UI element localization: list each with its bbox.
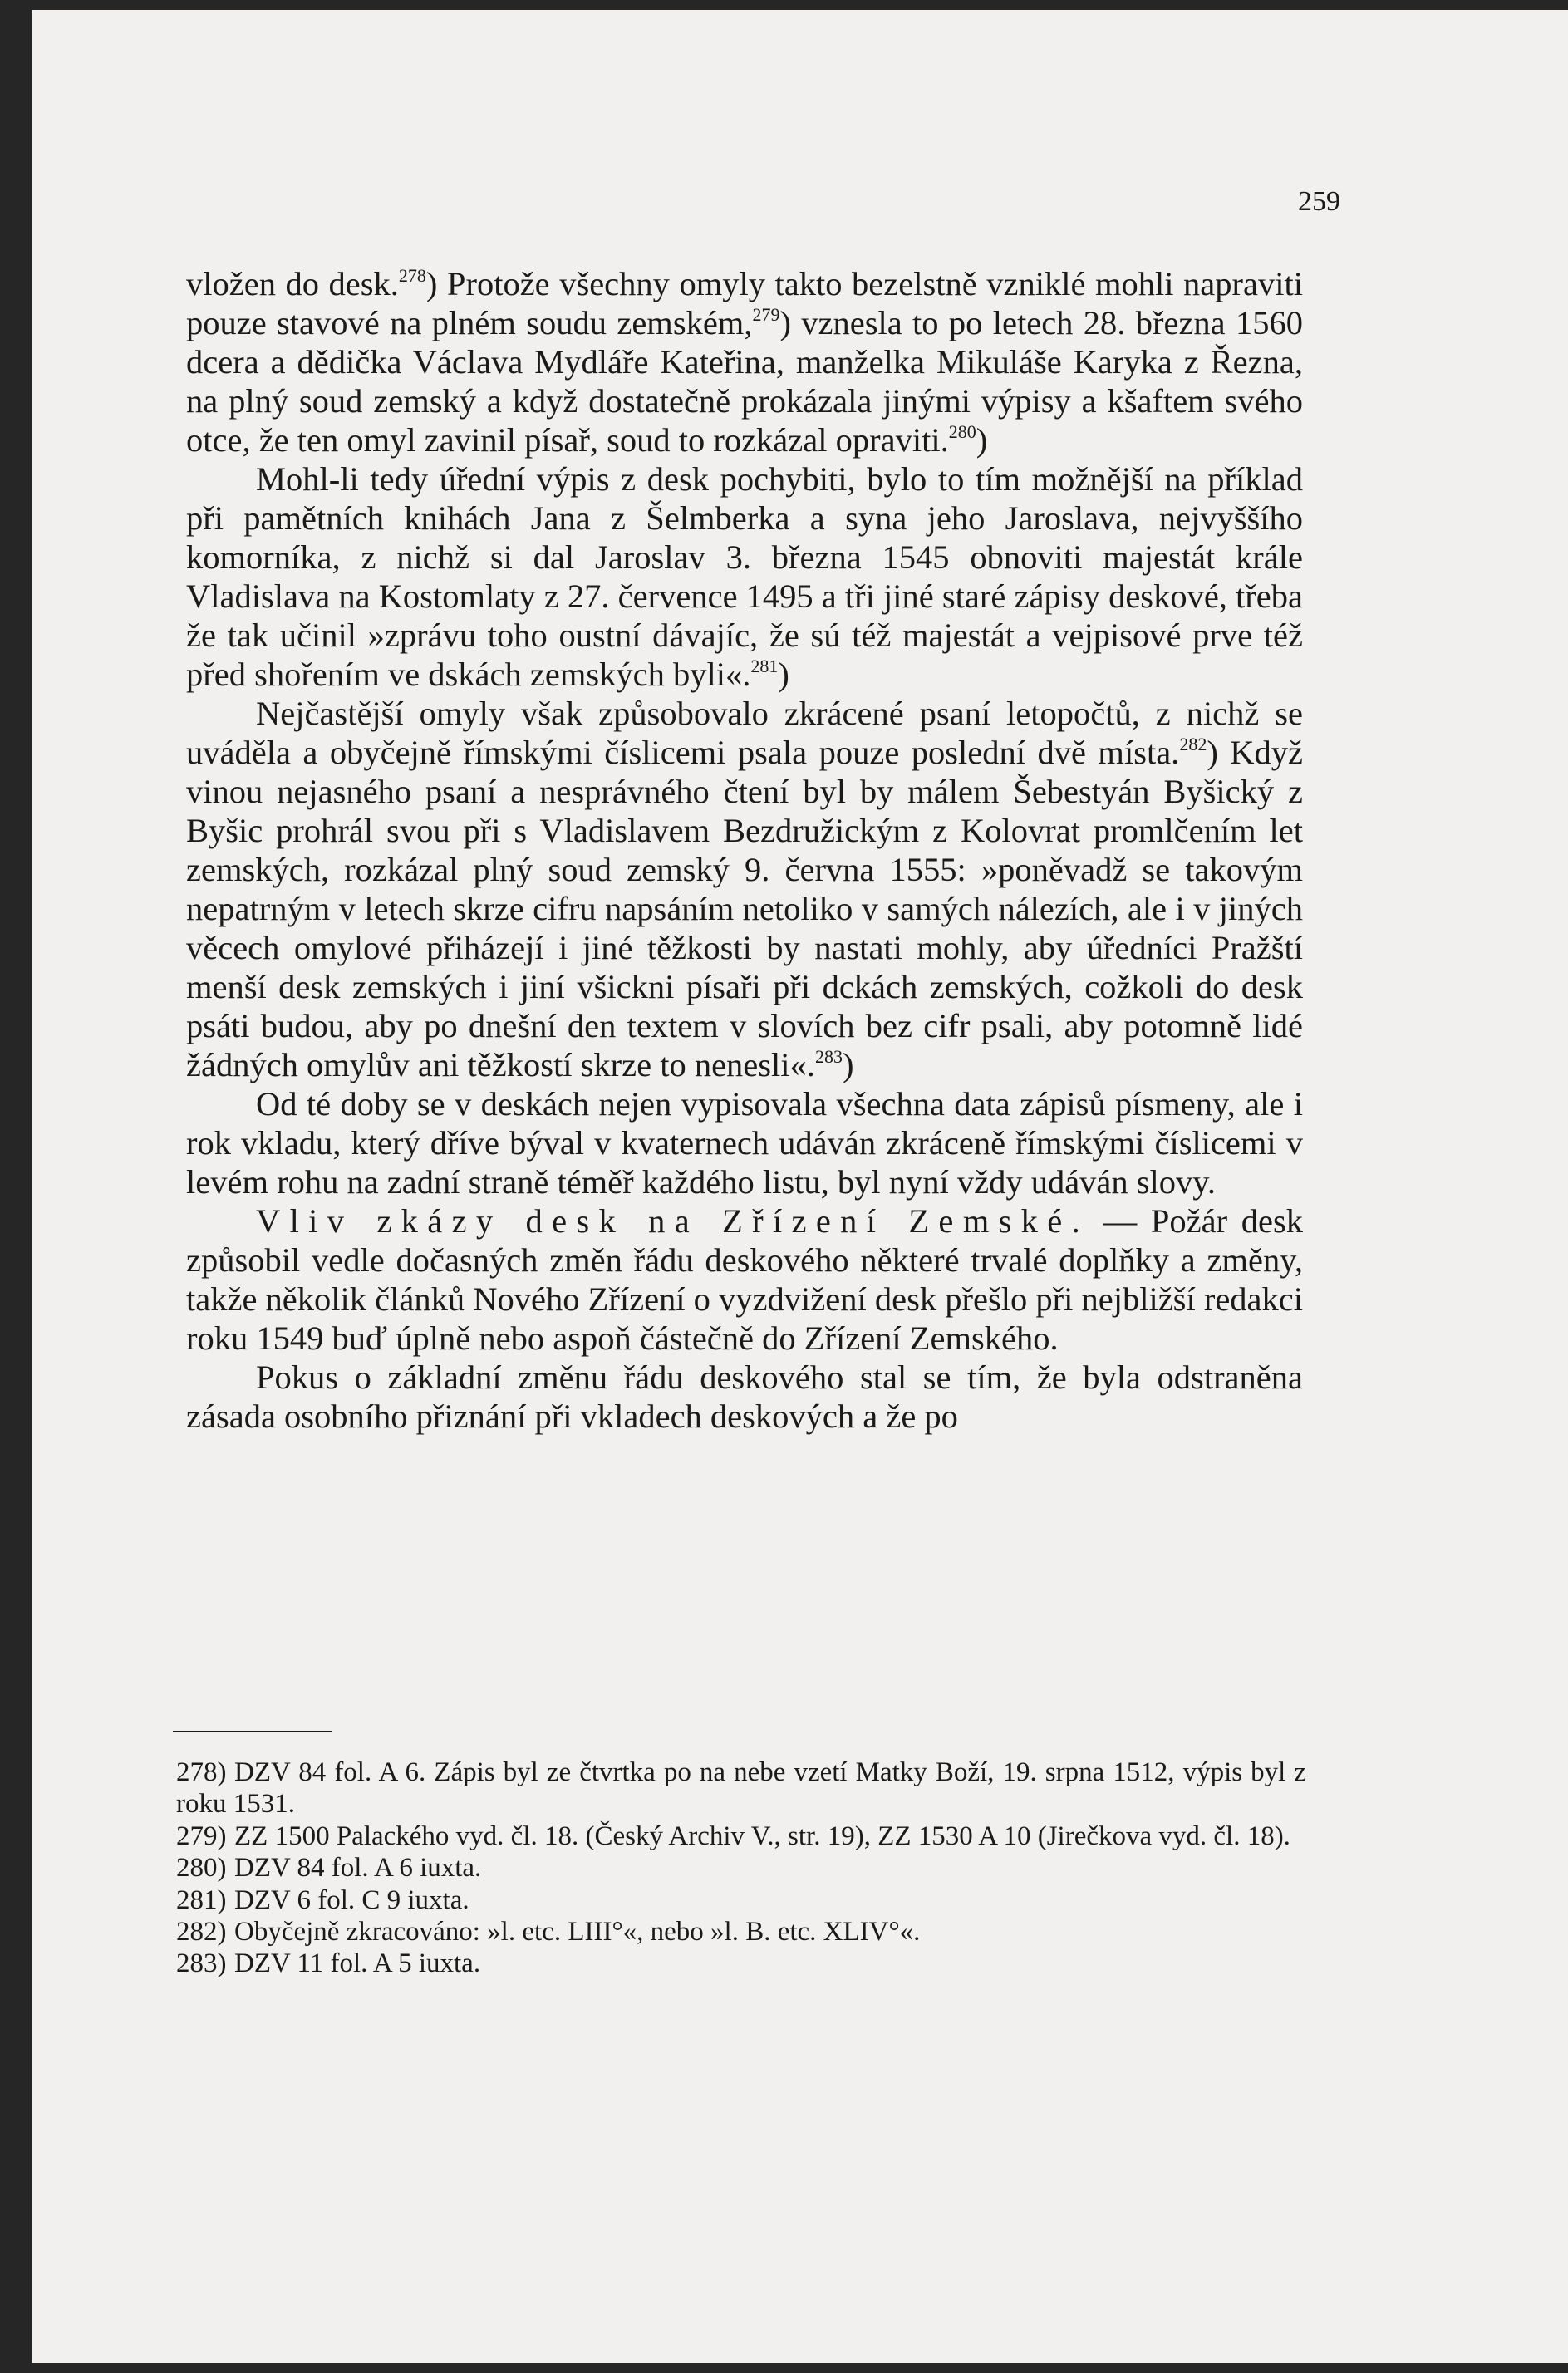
footnote: 283) DZV 11 fol. A 5 iuxta. (176, 1948, 481, 1979)
paragraph: Od té doby se v deskách nejen vypisovala všechna data zápisů písmeny, ale i rok vkladu, který dříve býval v kvaternech udáván zkráceně římskými číslicemi v levém rohu na zadní straně téměř každého listu, byl nyní vždy udáván slovy. (186, 1085, 1303, 1201)
footnote: 280) DZV 84 fol. A 6 iuxta. (176, 1853, 482, 1884)
footnote-number: 278) (176, 1757, 227, 1787)
footnote-ref[interactable]: 278 (398, 265, 426, 286)
footnote-number: 283) (176, 1948, 227, 1979)
paragraph: Vliv zkázy desk na Zřízení Zemské. — Požár desk způsobil vedle dočasných změn řádu deskového některé trvalé doplňky a změny, takže několik článků Nového Zřízení o vyzdvižení desk přešlo při nejbližší redakci roku 1549 buď úplně nebo aspoň částečně do Zřízení Zemského. (186, 1202, 1303, 1357)
footnote-number: 281) (176, 1884, 227, 1915)
footnote: 278) DZV 84 fol. A 6. Zápis byl ze čtvrtka po na nebe vzetí Matky Boží, 19. srpna 1512, výpis byl z roku 1531. (176, 1757, 1306, 1820)
footnote-number: 280) (176, 1853, 227, 1884)
book-page (32, 10, 1568, 2363)
paragraph: Nejčastější omyly však způsobovalo zkrácené psaní letopočtů, z nichž se uváděla a obyčejně římskými číslicemi psala pouze poslední dvě místa.$^{282}$) Když vinou nejasného psaní a nesprávného čtení byl by málem Šebestyán Byšický z Byšic prohrál svou při s Vladislavem Bezdružickým z Kolovrat promlčením let zemských, rozkázal plný soud zemský 9. června 1555: »poněvadž se takovým nepatrným v letech skrze cifru napsáním netoliko v samých nálezích, ale i v jiných věcech omylové přiházejí i jiné těžkosti by nastati mohly, aby úředníci Pražští menší desk zemských i jiní všickni písaři při dckách zemských, cožkoli do desk psáti budou, aby po dnešní den textem v slovích bez cifr psali, aby potomně lidé žádných omylův ani těžkostí skrze to nenesli«.$^{283}$) (186, 695, 1303, 1083)
section-heading: Vliv zkázy desk na Zřízení Zemské. (256, 1202, 1090, 1240)
paragraph: Pokus o základní změnu řádu deskového stal se tím, že byla odstraněna zásada osobního přiznání při vkladech deskových a že po (186, 1358, 1303, 1435)
footnote-divider (173, 1731, 332, 1732)
footnote: 281) DZV 6 fol. C 9 iuxta. (176, 1884, 469, 1915)
footnote-ref[interactable]: 281 (750, 656, 779, 676)
paragraph: vložen do desk.$^{278}$) Protože všechny omyly takto bezelstně vzniklé mohli napraviti pouze stavové na plném soudu zemském,$^{279}$) vznesla to po letech 28. března 1560 dcera a dědička Václava Mydláře Kateřina, manželka Mikuláše Karyka z Řezna, na plný soud zemský a když dostatečně prokázala jinými výpisy a kšaftem svého otce, že ten omyl zavinil písař, soud to rozkázal opraviti.$^{280}$) (186, 265, 1304, 459)
footnote-ref[interactable]: 279 (752, 304, 780, 325)
footnote-number: 282) (176, 1917, 227, 1948)
footnotes (176, 1756, 1306, 1980)
footnote: 279) ZZ 1500 Palackého vyd. čl. 18. (Český Archiv V., str. 19), ZZ 1530 A 10 (Jirečkova vyd. čl. 18). (176, 1820, 1290, 1851)
footnote: 282) Obyčejně zkracováno: »l. etc. LIII°«, nebo »l. B. etc. XLIV°«. (176, 1917, 921, 1948)
footnote-ref[interactable]: 283 (814, 1046, 843, 1067)
page-number: 259 (1298, 186, 1340, 217)
footnote-number: 279) (176, 1820, 227, 1851)
footnote-ref[interactable]: 280 (948, 421, 976, 442)
paragraph: Mohl-li tedy úřední výpis z desk pochybiti, bylo to tím možnější na příklad při pamětních knihách Jana z Šelmberka a syna jeho Jaroslava, nejvyššího komorníka, z nichž si dal Jaroslav 3. března 1545 obnoviti majestát krále Vladislava na Kostomlaty z 27. července 1495 a tři jiné staré zápisy deskové, třeba že tak učinil »zprávu toho oustní dávajíc, že sú též majestát a vejpisové prve též před shořením ve dskách zemských byli«.$^{281}$) (186, 460, 1303, 693)
main-text (186, 264, 1303, 1436)
footnote-ref[interactable]: 282 (1179, 734, 1207, 754)
